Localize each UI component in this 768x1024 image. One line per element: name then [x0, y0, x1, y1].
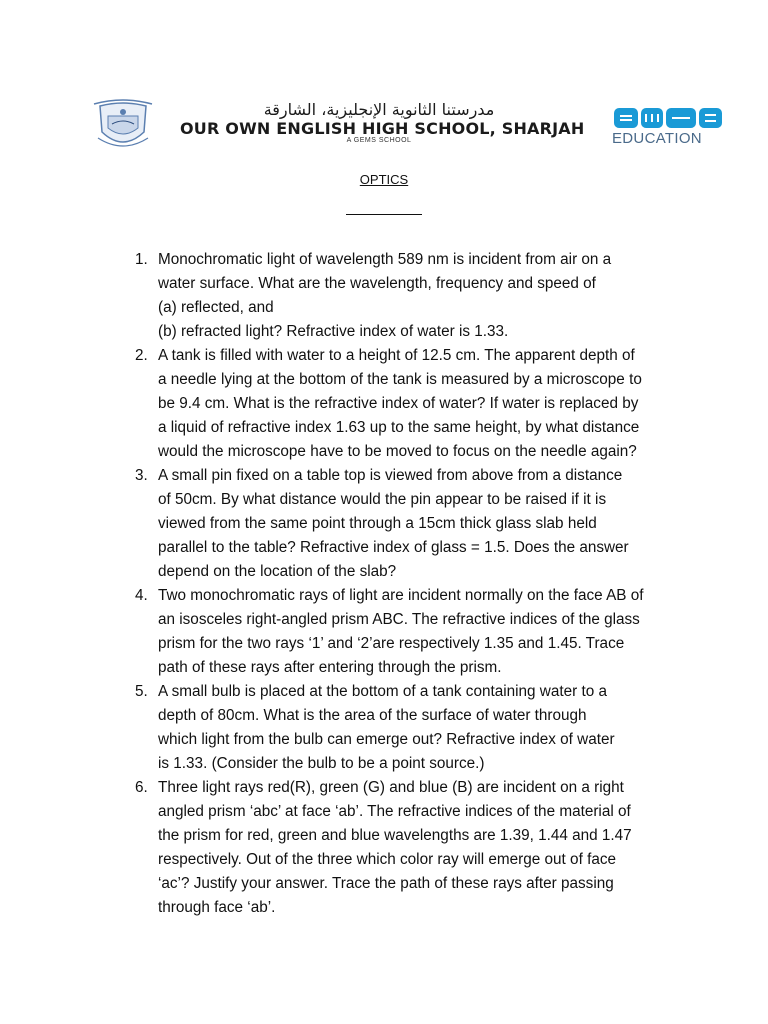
question-item [130, 464, 690, 584]
school-name-arabic: مدرستنا الثانوية الإنجليزية، الشارقة [263, 101, 495, 119]
title-divider [346, 214, 422, 215]
question-text-line: path of these rays after entering through the prism. [158, 659, 502, 676]
question-text-line: A tank is filled with water to a height of 12.5 cm. The apparent depth of [158, 347, 635, 364]
question-number: 6. [135, 779, 148, 796]
question-text-line: prism for the two rays ‘1’ and ‘2’are respectively 1.35 and 1.45. Trace [158, 635, 625, 652]
page-title: OPTICS [359, 172, 409, 187]
question-text-line: depend on the location of the slab? [158, 563, 397, 580]
question-number: 1. [135, 251, 148, 268]
question-item [130, 248, 690, 344]
question-list [130, 248, 690, 920]
question-text-line: a needle lying at the bottom of the tank is measured by a microscope to [158, 371, 642, 388]
gems-education-label: EDUCATION [612, 130, 702, 147]
question-text-line: (a) reflected, and [158, 299, 274, 316]
question-item [130, 776, 690, 920]
question-text-line: ‘ac’? Justify your answer. Trace the path of these rays after passing [158, 875, 614, 892]
question-text-line: be 9.4 cm. What is the refractive index of water? If water is replaced by [158, 395, 639, 412]
question-text-line: angled prism ‘abc’ at face ‘ab’. The refractive indices of the material of [158, 803, 631, 820]
document-header [0, 0, 768, 160]
question-text-line: Three light rays red(R), green (G) and blue (B) are incident on a right [158, 779, 624, 796]
gems-logo-icon [612, 106, 724, 130]
question-text-line: (b) refracted light? Refractive index of water is 1.33. [158, 323, 509, 340]
school-crest-icon [92, 98, 154, 154]
question-text-line: respectively. Out of the three which color ray will emerge out of face [158, 851, 616, 868]
question-item [130, 344, 690, 464]
question-text-line: of 50cm. By what distance would the pin appear to be raised if it is [158, 491, 607, 508]
question-text-line: A small pin fixed on a table top is viewed from above from a distance [158, 467, 623, 484]
question-number: 2. [135, 347, 148, 364]
question-text-line: the prism for red, green and blue wavelengths are 1.39, 1.44 and 1.47 [158, 827, 632, 844]
school-name: OUR OWN ENGLISH HIGH SCHOOL, SHARJAH [180, 119, 585, 138]
question-text-line: Monochromatic light of wavelength 589 nm is incident from air on a [158, 251, 612, 268]
question-item [130, 680, 690, 776]
question-number: 4. [135, 587, 148, 604]
question-text-line: a liquid of refractive index 1.63 up to the same height, by what distance [158, 419, 640, 436]
question-text-line: viewed from the same point through a 15cm thick glass slab held [158, 515, 597, 532]
question-text-line: parallel to the table? Refractive index of glass = 1.5. Does the answer [158, 539, 629, 556]
question-number: 3. [135, 467, 148, 484]
question-item [130, 584, 690, 680]
question-text-line: A small bulb is placed at the bottom of a tank containing water to a [158, 683, 607, 700]
question-text-line: Two monochromatic rays of light are incident normally on the face AB of [158, 587, 644, 604]
question-text-line: depth of 80cm. What is the area of the surface of water through [158, 707, 587, 724]
question-text-line: through face ‘ab’. [158, 899, 276, 916]
question-text-line: an isosceles right-angled prism ABC. The refractive indices of the glass [158, 611, 640, 628]
question-text-line: would the microscope have to be moved to focus on the needle again? [158, 443, 637, 460]
question-text-line: which light from the bulb can emerge out? Refractive index of water [158, 731, 615, 748]
question-text-line: water surface. What are the wavelength, frequency and speed of [158, 275, 596, 292]
school-subtitle: A GEMS SCHOOL [346, 137, 412, 144]
question-text-line: is 1.33. (Consider the bulb to be a point source.) [158, 755, 485, 772]
question-number: 5. [135, 683, 148, 700]
